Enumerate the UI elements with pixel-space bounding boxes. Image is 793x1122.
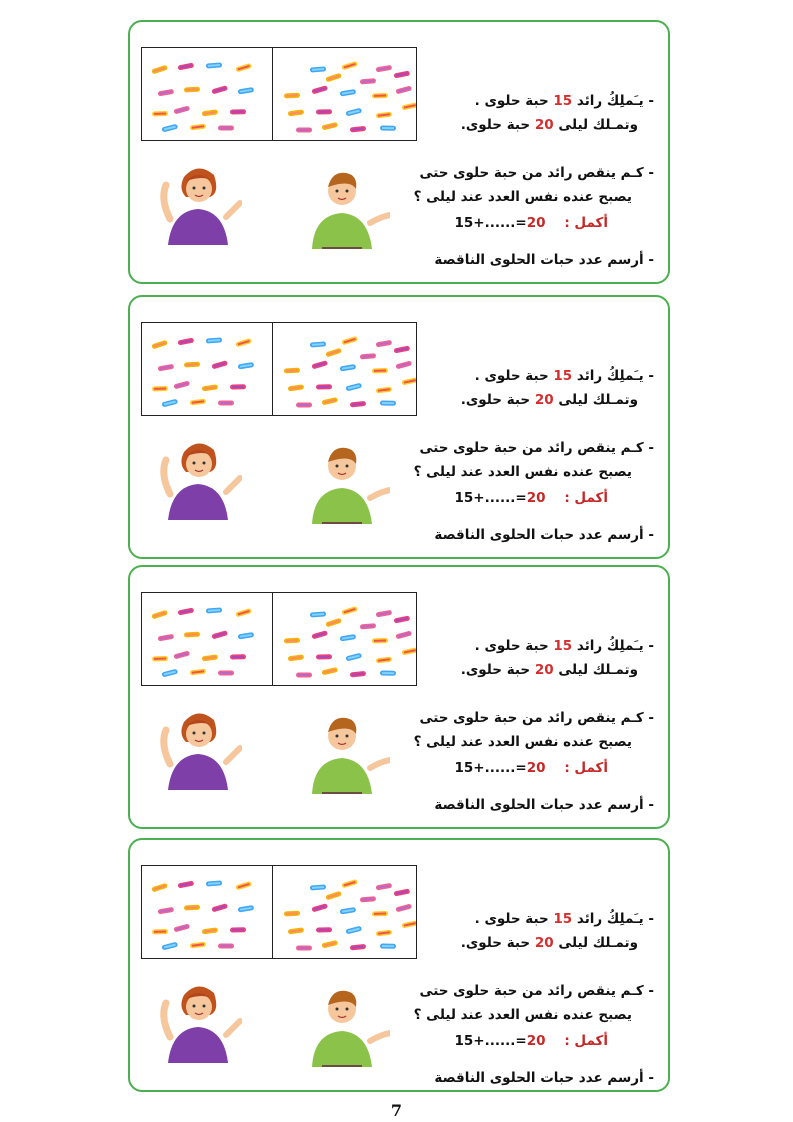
question-line-2: يصبح عنده نفس العدد عند ليلى ؟ — [413, 734, 632, 750]
statement-line-2: وتمـلك ليلى 20 حبة حلوى. — [460, 117, 638, 133]
page-number: 7 — [390, 1101, 403, 1120]
candy-group-left-icon — [144, 48, 270, 138]
statement-line-2: وتمـلك ليلى 20 حبة حلوى. — [460, 392, 638, 408]
statement-line-1: - يـَملِكُ رائد 15 حبة حلوى . — [474, 638, 654, 654]
box-divider — [272, 48, 273, 140]
boy-illustration-icon — [298, 981, 390, 1067]
equation: 15+......=20 — [454, 1033, 546, 1049]
boy-illustration-icon — [298, 438, 390, 524]
candy-comparison-box — [141, 865, 417, 959]
box-divider — [272, 323, 273, 415]
complete-line: أكمل : 15+......=20 — [455, 211, 608, 235]
candy-comparison-box — [141, 322, 417, 416]
exercise-card — [128, 20, 670, 284]
question-line-1: - كـم ينقص رائد من حبة حلوى حتى — [419, 983, 654, 999]
question-line-2: يصبح عنده نفس العدد عند ليلى ؟ — [413, 189, 632, 205]
girl-illustration-icon — [154, 704, 242, 790]
statement-line-2: وتمـلك ليلى 20 حبة حلوى. — [460, 935, 638, 951]
exercise-card — [128, 565, 670, 829]
instruction-line: - أرسم عدد حبات الحلوى الناقصة — [434, 797, 654, 813]
candy-group-left-icon — [144, 323, 270, 413]
box-divider — [272, 593, 273, 685]
girl-illustration-icon — [154, 159, 242, 245]
instruction-line: - أرسم عدد حبات الحلوى الناقصة — [434, 527, 654, 543]
problem-text — [394, 840, 654, 1094]
problem-text — [394, 297, 654, 561]
question-line-1: - كـم ينقص رائد من حبة حلوى حتى — [419, 440, 654, 456]
complete-line: أكمل : 15+......=20 — [455, 1029, 608, 1053]
statement-line-1: - يـَملِكُ رائد 15 حبة حلوى . — [474, 93, 654, 109]
complete-line: أكمل : 15+......=20 — [455, 486, 608, 510]
exercise-card — [128, 295, 670, 559]
statement-line-1: - يـَملِكُ رائد 15 حبة حلوى . — [474, 368, 654, 384]
problem-text — [394, 22, 654, 286]
box-divider — [272, 866, 273, 958]
boy-illustration-icon — [298, 163, 390, 249]
statement-line-1: - يـَملِكُ رائد 15 حبة حلوى . — [474, 911, 654, 927]
question-line-2: يصبح عنده نفس العدد عند ليلى ؟ — [413, 1007, 632, 1023]
girl-illustration-icon — [154, 434, 242, 520]
candy-comparison-box — [141, 47, 417, 141]
question-line-2: يصبح عنده نفس العدد عند ليلى ؟ — [413, 464, 632, 480]
candy-group-left-icon — [144, 593, 270, 683]
candy-comparison-box — [141, 592, 417, 686]
boy-illustration-icon — [298, 708, 390, 794]
instruction-line: - أرسم عدد حبات الحلوى الناقصة — [434, 252, 654, 268]
candy-group-left-icon — [144, 866, 270, 956]
statement-line-2: وتمـلك ليلى 20 حبة حلوى. — [460, 662, 638, 678]
problem-text — [394, 567, 654, 831]
complete-line: أكمل : 15+......=20 — [455, 756, 608, 780]
equation: 15+......=20 — [454, 215, 546, 231]
exercise-card — [128, 838, 670, 1092]
girl-illustration-icon — [154, 977, 242, 1063]
equation: 15+......=20 — [454, 490, 546, 506]
instruction-line: - أرسم عدد حبات الحلوى الناقصة — [434, 1070, 654, 1086]
question-line-1: - كـم ينقص رائد من حبة حلوى حتى — [419, 165, 654, 181]
equation: 15+......=20 — [454, 760, 546, 776]
question-line-1: - كـم ينقص رائد من حبة حلوى حتى — [419, 710, 654, 726]
